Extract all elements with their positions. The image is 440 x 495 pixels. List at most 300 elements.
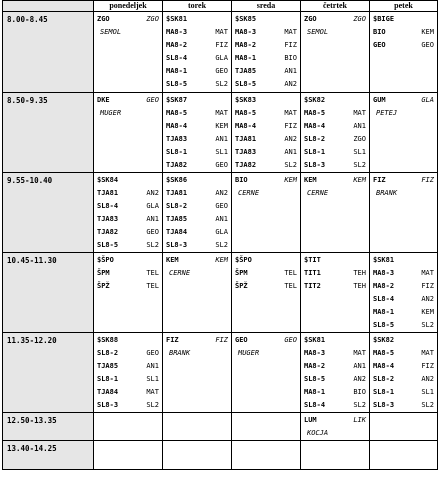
group-code: MA8-2 (166, 41, 188, 49)
lesson-line (232, 26, 300, 39)
lesson-line (94, 399, 162, 412)
group-code: $SK85 (235, 15, 257, 23)
lesson-line (163, 334, 231, 347)
lesson-line (94, 267, 162, 280)
lesson-cell (232, 333, 301, 413)
group-code: ŠPM (235, 269, 248, 277)
subject-code: SL2 (284, 161, 297, 169)
group-code: MA8-4 (304, 122, 326, 130)
lesson-line (370, 293, 437, 306)
lesson-line (94, 187, 162, 200)
lesson-cell (301, 93, 370, 173)
lesson-line (301, 174, 369, 187)
subject-code: MAT (421, 269, 434, 277)
lesson-cell (94, 253, 163, 333)
corner-cell (3, 1, 94, 12)
lesson-cell (370, 93, 438, 173)
lesson-line (94, 200, 162, 213)
group-code: SL8-3 (304, 161, 326, 169)
lesson-cell (94, 173, 163, 253)
group-code: SL8-5 (373, 321, 395, 329)
period-time: 13.40-14.25 (3, 441, 94, 470)
lesson-line (232, 280, 300, 293)
group-code: TJA85 (166, 215, 188, 223)
lesson-line (163, 78, 231, 91)
group-code: SL8-1 (97, 375, 119, 383)
timetable (2, 0, 438, 470)
subject-code: GLA (146, 202, 159, 210)
lesson-line (163, 174, 231, 187)
subject-code: MAT (353, 109, 366, 117)
group-code: MA8-2 (373, 282, 395, 290)
group-code: KEM (166, 256, 179, 264)
lesson-line (301, 254, 369, 267)
lesson-line (370, 174, 437, 187)
period-row (3, 93, 438, 173)
group-code: SL8-5 (304, 375, 326, 383)
subject-code: MAT (353, 349, 366, 357)
lesson-line (163, 267, 231, 280)
group-code: SL8-4 (97, 202, 119, 210)
lesson-line (370, 26, 437, 39)
teacher-name: CERNE (238, 189, 260, 197)
period-row (3, 413, 438, 441)
group-code: FIZ (166, 336, 179, 344)
subject-code: AN2 (284, 80, 297, 88)
lesson-line (301, 133, 369, 146)
lesson-line (301, 427, 369, 440)
lesson-line (94, 386, 162, 399)
subject-code: GLA (215, 228, 228, 236)
lesson-line (94, 280, 162, 293)
lesson-line (232, 254, 300, 267)
group-code: SL8-3 (97, 401, 119, 409)
lesson-line (301, 334, 369, 347)
lesson-line (163, 65, 231, 78)
lesson-line (370, 39, 437, 52)
lesson-line (370, 94, 437, 107)
group-code: ZGO (97, 15, 110, 23)
lesson-cell (163, 333, 232, 413)
group-code: TJA81 (166, 189, 188, 197)
lesson-cell (94, 333, 163, 413)
subject-code: BIO (284, 54, 297, 62)
lesson-line (301, 280, 369, 293)
subject-code: GEO (146, 96, 159, 104)
group-code: $ŠPO (97, 256, 114, 264)
lesson-line (94, 347, 162, 360)
group-code: TJA84 (166, 228, 188, 236)
lesson-line (94, 26, 162, 39)
lesson-cell (301, 441, 370, 470)
lesson-line (163, 26, 231, 39)
group-code: MA8-1 (304, 388, 326, 396)
subject-code: ZGO (353, 135, 366, 143)
subject-code: SL2 (353, 401, 366, 409)
group-code: SL8-5 (235, 80, 257, 88)
lesson-line (94, 94, 162, 107)
lesson-line (163, 94, 231, 107)
lesson-line (370, 13, 437, 26)
lesson-line (370, 360, 437, 373)
lesson-line (232, 39, 300, 52)
lesson-line (94, 213, 162, 226)
subject-code: AN2 (146, 189, 159, 197)
lesson-line (370, 319, 437, 332)
period-time: 8.00-8.45 (3, 12, 94, 93)
subject-code: AN1 (215, 135, 228, 143)
lesson-line (232, 13, 300, 26)
lesson-line (370, 254, 437, 267)
lesson-line (94, 373, 162, 386)
lesson-cell (370, 413, 438, 441)
group-code: TJA84 (97, 388, 119, 396)
period-time: 8.50-9.35 (3, 93, 94, 173)
group-code: TIT1 (304, 269, 321, 277)
group-code: TJA82 (97, 228, 119, 236)
group-code: GEO (373, 41, 386, 49)
lesson-line (163, 254, 231, 267)
group-code: SL8-1 (304, 148, 326, 156)
group-code: $SK81 (373, 256, 395, 264)
lesson-line (370, 280, 437, 293)
subject-code: AN2 (215, 189, 228, 197)
lesson-line (163, 213, 231, 226)
group-code: ZGO (304, 15, 317, 23)
period-time: 12.50-13.35 (3, 413, 94, 441)
subject-code: FIZ (215, 336, 228, 344)
group-code: MA8-5 (235, 109, 257, 117)
lesson-line (301, 159, 369, 172)
lesson-line (232, 94, 300, 107)
lesson-line (301, 107, 369, 120)
lesson-cell (232, 12, 301, 93)
group-code: MA8-1 (166, 67, 188, 75)
lesson-cell (232, 441, 301, 470)
group-code: GUM (373, 96, 386, 104)
period-row (3, 441, 438, 470)
subject-code: FIZ (284, 122, 297, 130)
lesson-line (163, 187, 231, 200)
group-code: MA8-3 (166, 28, 188, 36)
lesson-line (370, 187, 437, 200)
lesson-line (163, 120, 231, 133)
group-code: $SK82 (304, 96, 326, 104)
group-code: SL8-2 (166, 202, 188, 210)
lesson-line (301, 26, 369, 39)
group-code: MA8-3 (235, 28, 257, 36)
lesson-line (301, 360, 369, 373)
subject-code: MAT (421, 349, 434, 357)
subject-code: ZGO (146, 15, 159, 23)
lesson-cell (163, 413, 232, 441)
lesson-cell (232, 253, 301, 333)
lesson-line (163, 159, 231, 172)
group-code: GEO (235, 336, 248, 344)
subject-code: KEM (353, 176, 366, 184)
lesson-line (163, 107, 231, 120)
group-code: BIO (235, 176, 248, 184)
lesson-line (370, 107, 437, 120)
lesson-line (232, 334, 300, 347)
group-code: MA8-3 (304, 349, 326, 357)
subject-code: AN1 (353, 362, 366, 370)
period-row (3, 253, 438, 333)
teacher-name: MUGER (100, 109, 122, 117)
header-row (3, 1, 438, 12)
group-code: MA8-1 (373, 308, 395, 316)
lesson-line (94, 13, 162, 26)
lesson-line (301, 386, 369, 399)
group-code: MA8-5 (166, 109, 188, 117)
lesson-line (232, 187, 300, 200)
group-code: SL8-2 (97, 349, 119, 357)
teacher-name: BRANK (169, 349, 191, 357)
group-code: $SK81 (166, 15, 188, 23)
lesson-line (163, 239, 231, 252)
teacher-name: KOCJA (307, 429, 329, 437)
subject-code: SL2 (215, 241, 228, 249)
group-code: SL8-1 (373, 388, 395, 396)
lesson-cell (370, 12, 438, 93)
lesson-line (163, 39, 231, 52)
lesson-cell (301, 413, 370, 441)
lesson-line (232, 65, 300, 78)
lesson-cell (232, 413, 301, 441)
subject-code: AN2 (421, 295, 434, 303)
lesson-line (301, 347, 369, 360)
lesson-line (301, 120, 369, 133)
subject-code: AN1 (353, 122, 366, 130)
lesson-line (163, 13, 231, 26)
lesson-line (301, 146, 369, 159)
subject-code: MAT (215, 109, 228, 117)
lesson-line (370, 334, 437, 347)
subject-code: MAT (146, 388, 159, 396)
lesson-line (232, 107, 300, 120)
group-code: $ŠPO (235, 256, 252, 264)
teacher-name: MUGER (238, 349, 260, 357)
lesson-line (232, 146, 300, 159)
lesson-line (301, 267, 369, 280)
subject-code: LIK (353, 416, 366, 424)
group-code: SL8-2 (304, 135, 326, 143)
group-code: MA8-1 (235, 54, 257, 62)
subject-code: AN2 (353, 375, 366, 383)
subject-code: AN1 (284, 67, 297, 75)
group-code: TJA83 (97, 215, 119, 223)
group-code: MA8-4 (373, 362, 395, 370)
subject-code: TEH (353, 282, 366, 290)
lesson-cell (94, 413, 163, 441)
teacher-name: CERNE (169, 269, 191, 277)
teacher-name: CERNE (307, 189, 329, 197)
group-code: MA8-2 (235, 41, 257, 49)
subject-code: AN1 (284, 148, 297, 156)
subject-code: SL2 (353, 161, 366, 169)
lesson-line (94, 254, 162, 267)
subject-code: TEL (146, 282, 159, 290)
group-code: DKE (97, 96, 110, 104)
group-code: TJA83 (166, 135, 188, 143)
group-code: SL8-3 (373, 401, 395, 409)
lesson-cell (163, 12, 232, 93)
group-code: KEM (304, 176, 317, 184)
lesson-line (232, 174, 300, 187)
group-code: TJA82 (166, 161, 188, 169)
subject-code: KEM (215, 122, 228, 130)
subject-code: GEO (215, 202, 228, 210)
group-code: $SK81 (304, 336, 326, 344)
lesson-cell (232, 173, 301, 253)
day-header: ponedeljek (94, 1, 163, 12)
lesson-line (163, 133, 231, 146)
lesson-line (94, 239, 162, 252)
group-code: SL8-4 (304, 401, 326, 409)
lesson-line (370, 399, 437, 412)
group-code: MA8-5 (304, 109, 326, 117)
subject-code: ZGO (353, 15, 366, 23)
lesson-line (232, 133, 300, 146)
lesson-line (163, 347, 231, 360)
subject-code: TEL (146, 269, 159, 277)
lesson-cell (163, 441, 232, 470)
subject-code: GEO (284, 336, 297, 344)
group-code: SL8-3 (166, 241, 188, 249)
group-code: SL8-5 (166, 80, 188, 88)
subject-code: SL2 (421, 321, 434, 329)
group-code: $BIGE (373, 15, 395, 23)
lesson-line (301, 13, 369, 26)
lesson-line (94, 226, 162, 239)
subject-code: KEM (215, 256, 228, 264)
subject-code: AN1 (146, 215, 159, 223)
lesson-line (232, 267, 300, 280)
group-code: TJA81 (235, 135, 257, 143)
lesson-line (163, 52, 231, 65)
subject-code: AN1 (215, 215, 228, 223)
subject-code: MAT (215, 28, 228, 36)
group-code: ŠPŽ (235, 282, 248, 290)
lesson-cell (94, 441, 163, 470)
lesson-line (163, 146, 231, 159)
subject-code: SL1 (146, 375, 159, 383)
subject-code: MAT (284, 28, 297, 36)
subject-code: SL1 (421, 388, 434, 396)
group-code: FIZ (373, 176, 386, 184)
group-code: MA8-5 (373, 349, 395, 357)
subject-code: TEL (284, 269, 297, 277)
lesson-cell (370, 441, 438, 470)
subject-code: TEL (284, 282, 297, 290)
lesson-line (94, 334, 162, 347)
lesson-cell (94, 93, 163, 173)
lesson-line (370, 386, 437, 399)
timetable-body (3, 12, 438, 470)
subject-code: SL1 (215, 148, 228, 156)
period-row (3, 173, 438, 253)
subject-code: SL2 (421, 401, 434, 409)
day-header: četrtek (301, 1, 370, 12)
day-header: petek (370, 1, 438, 12)
group-code: $SK87 (166, 96, 188, 104)
subject-code: GLA (421, 96, 434, 104)
lesson-line (94, 174, 162, 187)
lesson-cell (301, 333, 370, 413)
lesson-line (370, 347, 437, 360)
lesson-line (232, 120, 300, 133)
subject-code: SL1 (353, 148, 366, 156)
lesson-cell (94, 12, 163, 93)
lesson-line (301, 187, 369, 200)
subject-code: MAT (284, 109, 297, 117)
subject-code: GLA (215, 54, 228, 62)
teacher-name: PETEJ (376, 109, 398, 117)
lesson-line (370, 373, 437, 386)
subject-code: GEO (146, 228, 159, 236)
group-code: SL8-4 (166, 54, 188, 62)
lesson-cell (301, 12, 370, 93)
lesson-cell (370, 173, 438, 253)
subject-code: AN2 (421, 375, 434, 383)
group-code: $SK82 (373, 336, 395, 344)
subject-code: BIO (353, 388, 366, 396)
subject-code: KEM (421, 308, 434, 316)
subject-code: FIZ (215, 41, 228, 49)
lesson-line (232, 78, 300, 91)
group-code: $SK83 (235, 96, 257, 104)
group-code: ŠPŽ (97, 282, 110, 290)
subject-code: KEM (284, 176, 297, 184)
day-header: torek (163, 1, 232, 12)
subject-code: GEO (146, 349, 159, 357)
lesson-line (232, 159, 300, 172)
period-time: 11.35-12.20 (3, 333, 94, 413)
subject-code: FIZ (421, 282, 434, 290)
lesson-line (301, 94, 369, 107)
lesson-line (370, 267, 437, 280)
lesson-cell (370, 333, 438, 413)
group-code: $SK86 (166, 176, 188, 184)
lesson-cell (370, 253, 438, 333)
period-row (3, 333, 438, 413)
period-row (3, 12, 438, 93)
group-code: $TIT (304, 256, 321, 264)
group-code: SL8-5 (97, 241, 119, 249)
lesson-line (301, 373, 369, 386)
group-code: MA8-4 (166, 122, 188, 130)
lesson-cell (163, 173, 232, 253)
subject-code: FIZ (421, 362, 434, 370)
lesson-line (163, 200, 231, 213)
group-code: $SK84 (97, 176, 119, 184)
subject-code: FIZ (284, 41, 297, 49)
group-code: MA8-2 (304, 362, 326, 370)
group-code: MA8-4 (235, 122, 257, 130)
teacher-name: BRANK (376, 189, 398, 197)
group-code: SL8-1 (166, 148, 188, 156)
lesson-cell (301, 173, 370, 253)
subject-code: AN1 (146, 362, 159, 370)
lesson-cell (301, 253, 370, 333)
group-code: MA8-3 (373, 269, 395, 277)
day-header: sreda (232, 1, 301, 12)
lesson-line (301, 399, 369, 412)
lesson-line (370, 306, 437, 319)
lesson-line (94, 360, 162, 373)
subject-code: TEH (353, 269, 366, 277)
lesson-cell (163, 93, 232, 173)
